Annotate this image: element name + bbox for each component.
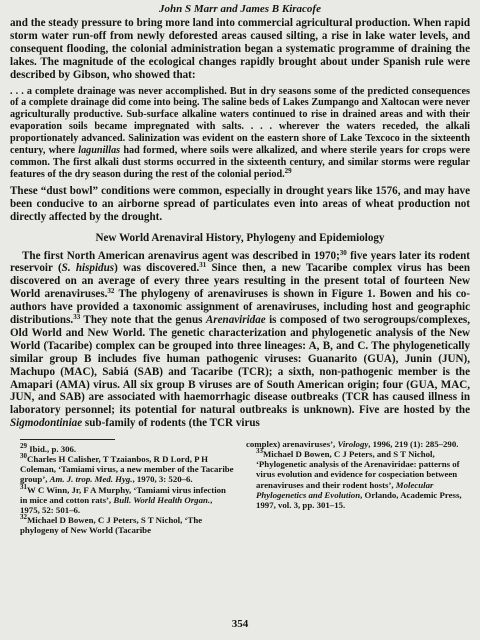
footnotes	[10, 439, 470, 535]
footnote-text: , 1975,	[20, 494, 213, 515]
paragraph-text: Since then, a new Tacaribe complex virus has been discovered on an average of every three years resulting in the present total of fourteen New World arenaviruses.	[10, 262, 471, 301]
footnote-31	[10, 482, 234, 515]
footnote-30	[10, 454, 234, 484]
footnote-text: Charles H Calisher, T Tzaianbos, R D Lord, P H Coleman, ‘Tamiami virus, a new member of the Tacaribe group’,	[20, 454, 234, 485]
footnote-ref-29[interactable]: 29	[284, 166, 292, 175]
footnote-text: , 1970,	[132, 474, 159, 485]
footnote-volume: 3:	[158, 474, 167, 485]
footnote-volume: 52:	[42, 504, 54, 515]
footnote-text: 520–6.	[166, 474, 193, 485]
arenavirus-paragraph	[10, 250, 470, 431]
paragraph-text: five years later its rodent reservoir (	[10, 249, 471, 275]
footnote-number: 30	[20, 452, 27, 461]
paragraph-text: They note that the genus	[80, 314, 206, 327]
footnote-29	[10, 444, 234, 454]
footnote-text: (1): 285–290.	[407, 439, 459, 450]
paragraph-text: ) was discovered.	[114, 262, 200, 275]
running-head: John S Marr and James B Kiracofe	[159, 3, 321, 15]
footnote-text: Michael D Bowen, C J Peters, and S T Nichol, ‘Phylogenetic analysis of the Arenaviridae: patterns of virus evolution and evidence for cospeciation between arenaviruses and their rodent hosts’,	[256, 449, 460, 490]
footnote-journal: Virology	[337, 439, 369, 450]
footnote-ref-33[interactable]: 33	[73, 313, 81, 322]
footnote-ref-31[interactable]: 31	[199, 261, 207, 270]
footnote-number: 33	[256, 447, 263, 456]
footnote-journal: Am. J. trop. Med. Hyg.	[49, 474, 133, 485]
footnote-text: 501–6.	[53, 504, 81, 515]
paragraph-text: sub-family of rodents (the TCR virus	[82, 417, 260, 430]
subfamily-name: Sigmodontiniae	[10, 417, 83, 430]
footnote-33	[246, 449, 470, 510]
paragraph-text: The phylogeny of arenaviruses is shown in Figure 1. Bowen and his co-authors have provided a taxonomic assignment of arenaviruses, including host and geographic distributions.	[10, 288, 470, 327]
genus-name: Arenaviridae	[205, 314, 266, 327]
footnote-ref-32[interactable]: 32	[107, 287, 115, 296]
footnote-text: Michael D Bowen, C J Peters, S T Nichol, ‘The phylogeny of New World (Tacaribe	[20, 514, 203, 535]
gibson-block-quote	[10, 86, 470, 181]
footnote-text: , 1996,	[368, 439, 395, 450]
footnote-number: 32	[20, 512, 27, 521]
footnote-text: complex) arenaviruses’,	[246, 439, 338, 450]
section-heading: New World Arenaviral History, Phylogeny and Epidemiology	[95, 231, 385, 244]
page-number: 354	[231, 618, 249, 630]
paragraph-text: The first North American arenavirus agent was described in 1970;	[22, 249, 340, 262]
footnote-rule	[20, 439, 115, 440]
footnote-text: W C Winn, Jr, F A Murphy, ‘Tamiami virus infection in mice and cotton rats’,	[20, 484, 226, 505]
intro-paragraph: and the steady pressure to bring more land into commercial agricultural production. When rapid storm water run-off from newly deforested areas caused silting, a rise in lake water levels, and consequent flooding, the colonial administration began a systematic programme of draining the lakes. The magnitude of the ecological changes rapidly brought about under Spanish rule were described by Gibson, who showed that:	[10, 17, 470, 81]
footnote-journal: Molecular Phylogenetics and Evolution	[256, 479, 434, 500]
footnote-text: Ibid., p. 306.	[27, 444, 77, 455]
quote-text-2: had formed, where soils were alkalized, and where sterile years for crops were common. The first alkali dust storms occurred in the sixteenth century, and similar storms were regular features of the dry season during the rest of the colonial period.	[10, 145, 470, 180]
footnote-number: 31	[20, 482, 27, 491]
paragraph-text: is composed of two serogroups/complexes, Old World and New World. The genetic characterization and phylogenetic analysis of the New World (Tacaribe) complex can be grouped into three lineages: A, B, and C. The phylogenetically similar group B includes five human pathogenic viruses: Guanarito (GUA), Junin (JUN), Machupo (MAC), Sabiá (SAB) and Tacaribe (TCR); a sixth, non-pathogenic member is the Amapari (AMA) virus. All six group B viruses are of South American origin; four (GUA, MAC, JUN, and SAB) are associated with haemorrhagic disease outbreaks (TCR has caused illness in laboratory personnel; its potential for natural outbreaks is unknown). Five are hosted by the	[10, 314, 470, 417]
footnote-text: , Orlando, Academic Press, 1997, vol. 3, pp. 301–15.	[256, 489, 462, 510]
footnote-journal: Bull. World Health Organ.	[113, 494, 211, 505]
footnote-volume: 219	[394, 439, 408, 450]
footnote-32-continued	[246, 439, 470, 449]
footnote-column-left	[10, 439, 234, 535]
footnote-ref-30[interactable]: 30	[339, 248, 347, 257]
footnote-number: 29	[20, 442, 27, 451]
dust-bowl-paragraph: These “dust bowl” conditions were common, especially in drought years like 1576, and may have been conducive to an airborne spread of particulates even into areas of wheat production not directly affected by the drought.	[10, 184, 470, 223]
footnote-32	[10, 512, 234, 535]
species-name: S. hispidus	[61, 262, 115, 275]
quote-text-1: . . . a complete drainage was never accomplished. But in dry seasons some of the predicted consequences of a complete drainage did come into being. The saline beds of Lakes Zumpango and Xaltocan were never agriculturally productive. Sub-surface alkaline waters continued to rise in drained areas and with their evaporation soils became impregnated with salts. . . . wherever the waters receded, the alkali proportionately advanced. Salinization was evident on the eastern shore of Lake Texcoco in the sixteenth century, where	[10, 85, 470, 157]
footnote-column-right	[246, 439, 470, 535]
quote-term-lagunillas: lagunillas	[78, 145, 121, 157]
